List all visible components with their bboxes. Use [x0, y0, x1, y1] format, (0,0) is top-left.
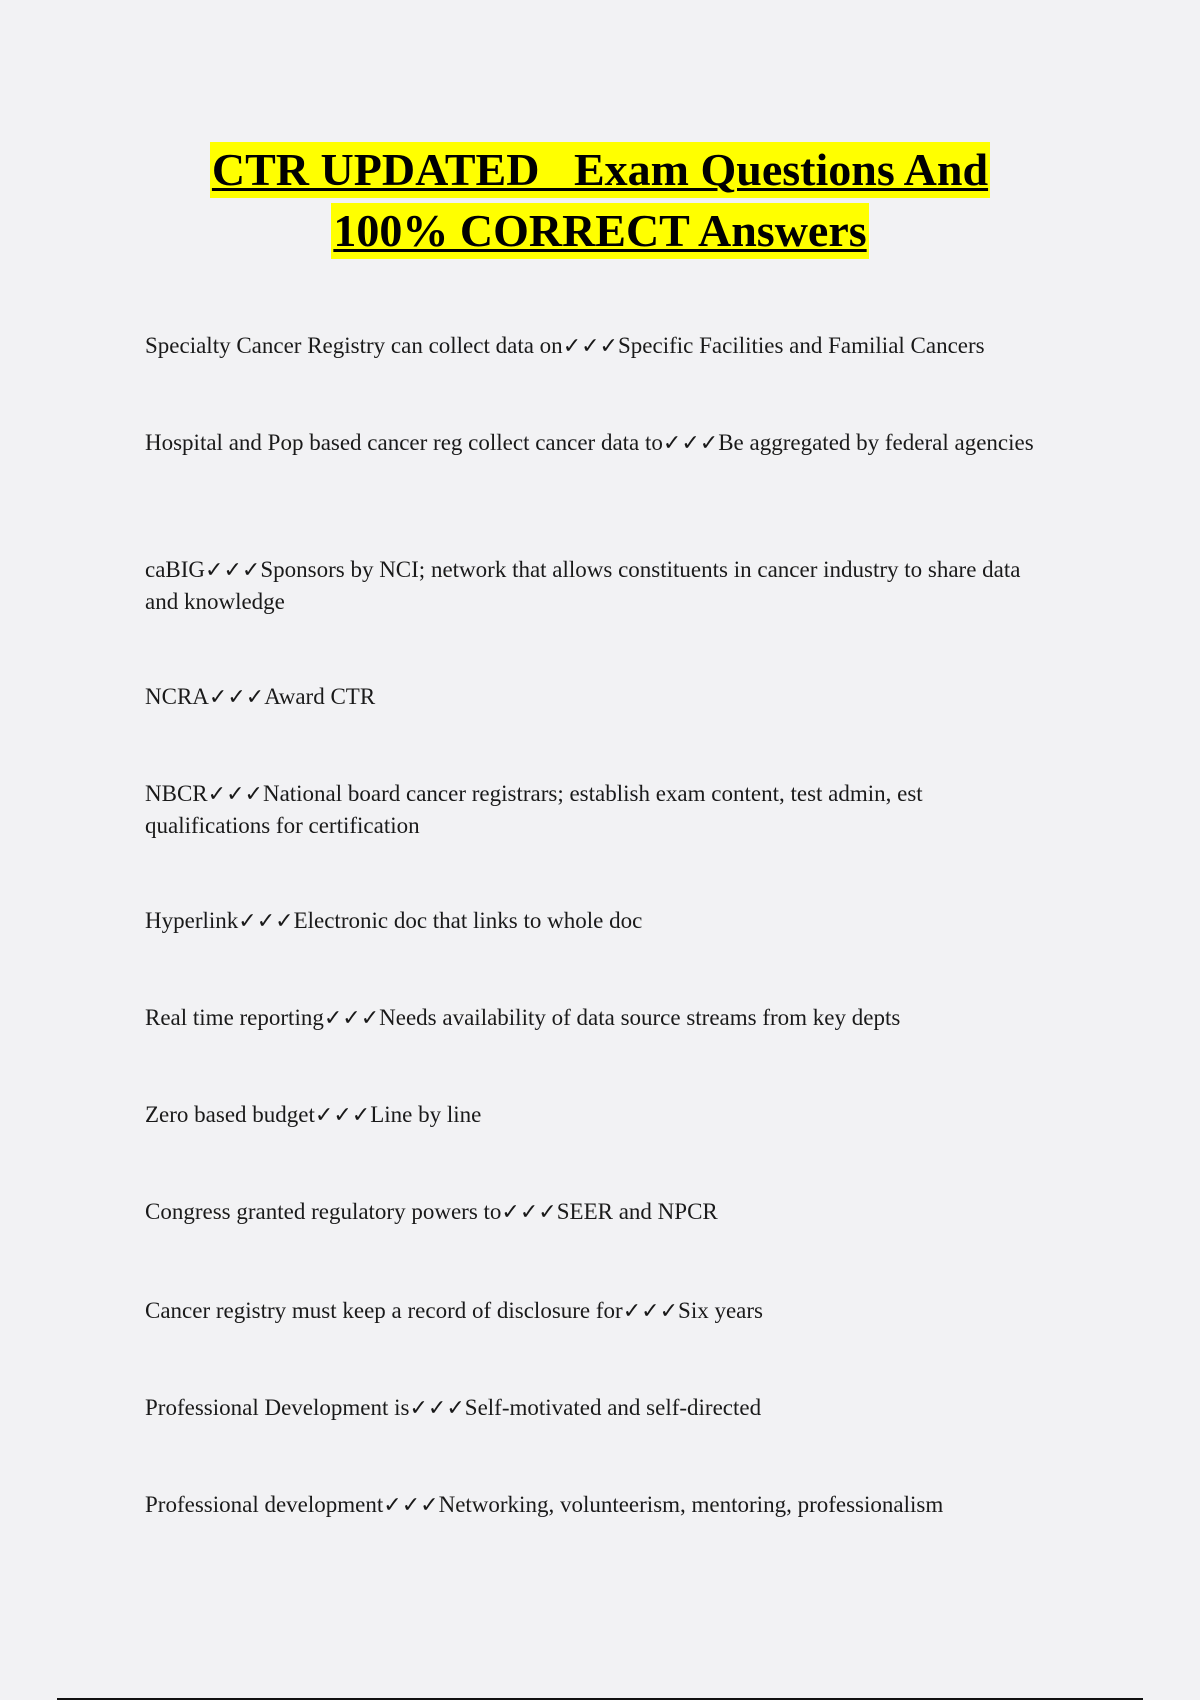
- check-marks-icon: ✓✓✓: [622, 1299, 679, 1324]
- question-text: Professional development: [145, 1492, 384, 1517]
- qa-item: [145, 681, 1045, 713]
- question-text: caBIG: [145, 557, 206, 582]
- answer-text: Be aggregated by federal agencies: [718, 430, 1034, 455]
- answer-text: Needs availability of data source streams from key depts: [379, 1005, 901, 1030]
- qa-item: [145, 1392, 1045, 1424]
- check-marks-icon: ✓✓✓: [205, 558, 261, 583]
- check-marks-icon: ✓✓✓: [501, 1200, 557, 1225]
- question-text: Cancer registry must keep a record of disclosure for: [145, 1298, 623, 1323]
- qa-item: [145, 1002, 1045, 1034]
- check-marks-icon: ✓✓✓: [562, 334, 618, 359]
- answer-text: Self-motivated and self-directed: [464, 1395, 762, 1420]
- check-marks-icon: ✓✓✓: [383, 1493, 439, 1518]
- document-title: [0, 142, 1200, 264]
- answer-text: Line by line: [370, 1102, 482, 1127]
- question-text: Hospital and Pop based cancer reg collect cancer data to: [145, 430, 663, 455]
- answer-text: SEER and NPCR: [556, 1199, 718, 1224]
- answer-text: National board cancer registrars; establish exam content, test admin, est qualifications for certification: [145, 781, 923, 838]
- check-marks-icon: ✓✓✓: [208, 685, 265, 710]
- qa-item: [145, 778, 1045, 841]
- title-line-1: CTR UPDATED Exam Questions And: [210, 142, 990, 198]
- qa-item: [145, 1099, 1045, 1131]
- qa-item: [145, 1196, 1045, 1228]
- answer-text: Six years: [678, 1298, 763, 1323]
- question-text: Zero based budget: [145, 1102, 315, 1127]
- qa-item: [145, 1489, 1045, 1521]
- qa-item: [145, 905, 1045, 937]
- check-marks-icon: ✓✓✓: [238, 909, 294, 934]
- question-text: Specialty Cancer Registry can collect data on: [145, 333, 563, 358]
- question-text: Congress granted regulatory powers to: [145, 1199, 502, 1224]
- answer-text: Award CTR: [264, 684, 376, 709]
- question-text: NCRA: [145, 684, 209, 709]
- qa-item: [145, 554, 1045, 617]
- question-text: Professional Development is: [145, 1395, 410, 1420]
- answer-text: Sponsors by NCI; network that allows constituents in cancer industry to share data and knowledge: [145, 557, 1021, 614]
- check-marks-icon: ✓✓✓: [409, 1396, 465, 1421]
- check-marks-icon: ✓✓✓: [207, 782, 263, 807]
- check-marks-icon: ✓✓✓: [323, 1006, 380, 1031]
- qa-item: [145, 330, 1045, 362]
- answer-text: Networking, volunteerism, mentoring, professionalism: [438, 1492, 944, 1517]
- question-text: Real time reporting: [145, 1005, 324, 1030]
- question-text: NBCR: [145, 781, 208, 806]
- question-text: Hyperlink: [145, 908, 239, 933]
- check-marks-icon: ✓✓✓: [314, 1103, 371, 1128]
- check-marks-icon: ✓✓✓: [662, 431, 719, 456]
- qa-item: [145, 427, 1045, 459]
- qa-item: [145, 1295, 1045, 1327]
- answer-text: Specific Facilities and Familial Cancers: [618, 333, 985, 358]
- answer-text: Electronic doc that links to whole doc: [293, 908, 643, 933]
- title-line-2: 100% CORRECT Answers: [331, 203, 868, 259]
